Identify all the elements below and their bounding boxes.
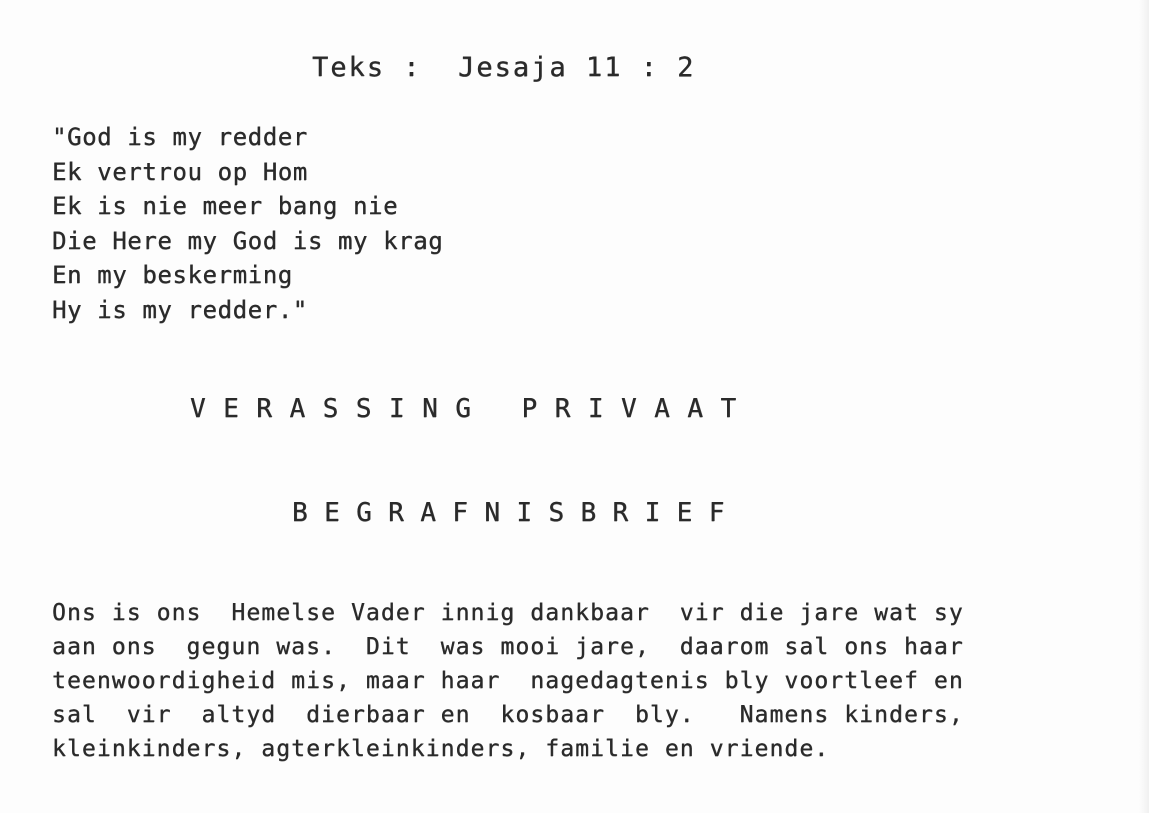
paragraph-line: aan ons gegun was. Dit was mooi jare, daarom sal ons haar <box>52 634 964 660</box>
scripture-reference: Teks : Jesaja 11 : 2 <box>312 52 696 83</box>
scan-edge-shadow <box>1139 0 1149 813</box>
paragraph-line: kleinkinders, agterkleinkinders, familie en vriende. <box>52 736 830 762</box>
verse-line: "God is my redder <box>52 123 308 151</box>
verse-line: Ek is nie meer bang nie <box>52 192 399 221</box>
paragraph-line: sal vir altyd dierbaar en kosbaar bly. Namens kinders, <box>52 702 964 728</box>
gratitude-paragraph <box>52 596 964 766</box>
verse-line: Die Here my God is my krag <box>52 226 444 255</box>
verse-line: Ek vertrou op Hom <box>52 157 308 186</box>
paragraph-line: teenwoordigheid mis, maar haar nagedagtenis bly voortleef en <box>52 668 964 694</box>
title-begrafnisbrief: BEGRAFNISBRIEF <box>292 498 741 528</box>
paragraph-line: Ons is ons Hemelse Vader innig dankbaar vir die jare wat sy <box>52 600 964 626</box>
verse-line: Hy is my redder." <box>52 295 308 324</box>
verse-line: En my beskerming <box>52 261 293 290</box>
scripture-verse <box>52 120 443 328</box>
title-verassing-privaat: VERASSING PRIVAAT <box>190 394 754 424</box>
